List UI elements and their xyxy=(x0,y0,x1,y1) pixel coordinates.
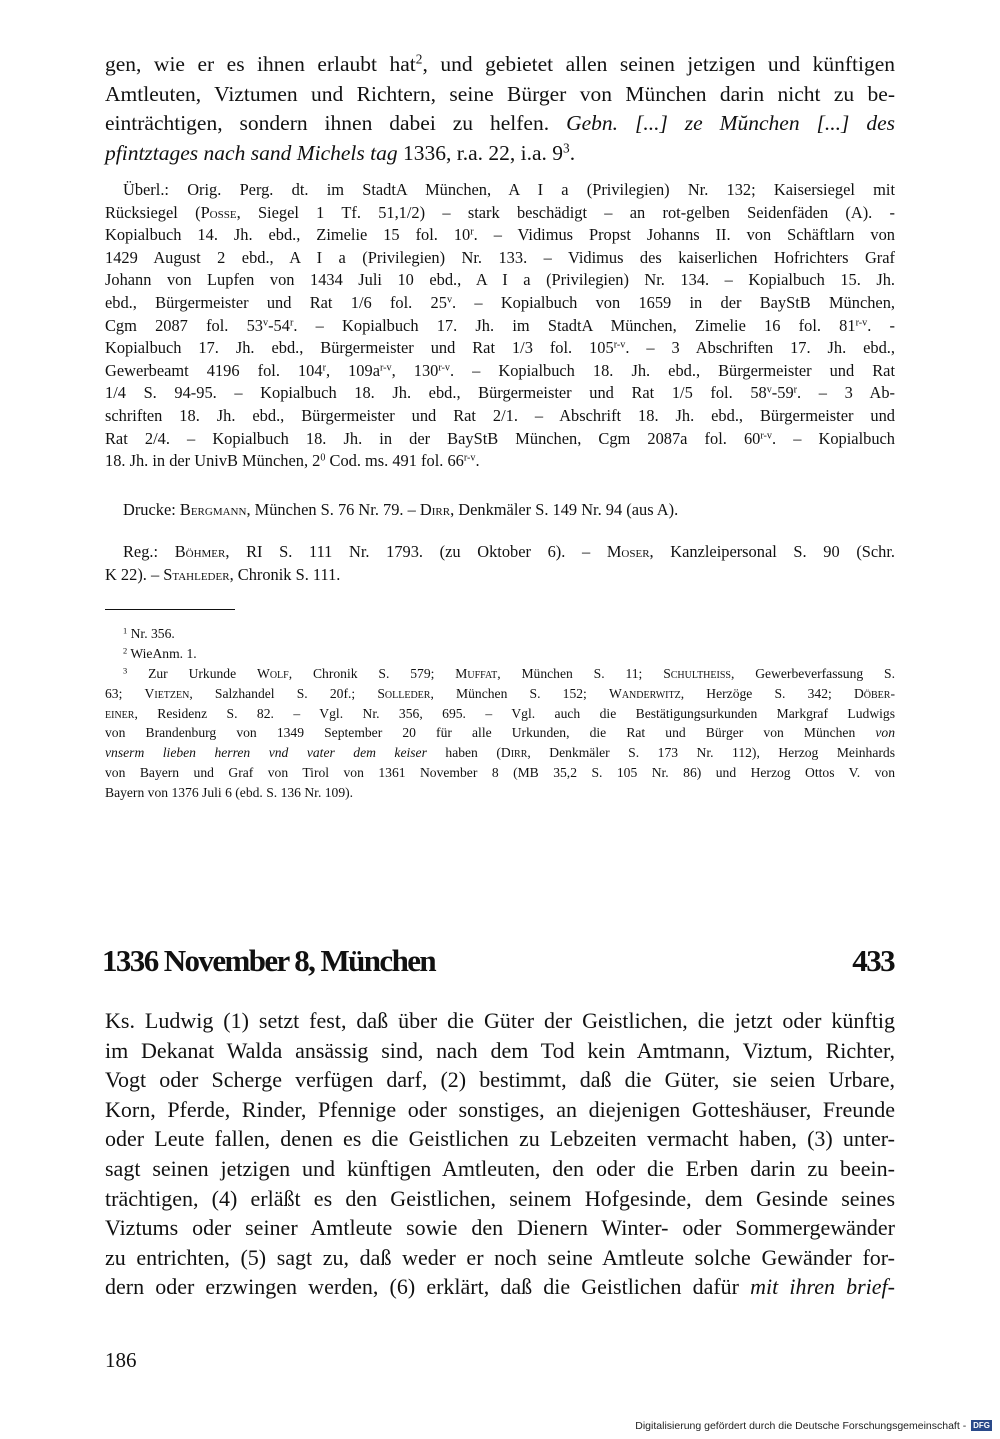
text-line: Überl.: Orig. Perg. dt. im StadtA München, A I a (Privilegien) Nr. 132; Kaisersiegel mit xyxy=(123,180,895,199)
text-line: Reg.: Böhmer, RI S. 111 Nr. 1793. (zu Oktober 6). – Moser, Kanzleipersonal S. 90 (Schr. xyxy=(123,542,896,561)
footnote-1: $^1$ Nr. 356. xyxy=(123,625,175,641)
text-line: von Bayern und Graf von Tirol von 1361 November 8 (MB 35,2 S. 105 Nr. 86) und Herzog Ottos V. von xyxy=(105,765,895,781)
footnote-divider xyxy=(105,609,235,610)
text-line: Drucke: Bergmann, München S. 76 Nr. 79. – Dirr, Denkmäler S. 149 Nr. 94 (aus A). xyxy=(123,500,679,519)
footnotes xyxy=(105,624,895,803)
text-line: Ks. Ludwig (1) setzt fest, daß über die Güter der Geistlichen, die jetzt oder künftig xyxy=(105,1008,895,1033)
text-line: Cgm 2087 fol. 53$^v$-54$^r$. – Kopialbuch 17. Jh. im StadtA München, Zimelie 16 fol. 81$^{r-v}$. - xyxy=(105,315,895,335)
funding-footer xyxy=(635,1420,992,1432)
regesten-section xyxy=(105,541,895,586)
text-line: sagt seinen jetzigen und künftigen Amtleuten, den oder die Erben darin zu beein- xyxy=(105,1155,895,1181)
page-number: 186 xyxy=(105,1348,137,1372)
text-line: im Dekanat Walda ansässig sind, nach dem Tod kein Amtmann, Viztum, Richter, xyxy=(105,1037,895,1063)
text-line: schriften 18. Jh. ebd., Bürgermeister und Rat 2/1. – Abschrift 18. Jh. ebd., Bürgermeister und xyxy=(105,405,895,425)
text-line: K 22). – Stahleder, Chronik S. 111. xyxy=(105,564,341,584)
text-line: Kopialbuch 17. Jh. ebd., Bürgermeister und Rat 1/3 fol. 105$^{r-v}$. – 3 Abschriften 17. Jh. ebd., xyxy=(105,338,895,358)
text-line: einer, Residenz S. 82. – Vgl. Nr. 356, 695. – Vgl. auch die Bestätigungsurkunden Markgraf Ludwigs xyxy=(105,705,895,721)
text-line: einträchtigen, sondern ihnen dabei zu helfen. Gebn. [...] ze Mŭnchen [...] des xyxy=(105,111,896,136)
text-line: trächtigen, (4) erläßt es den Geistlichen, seinem Hofgesinde, dem Gesinde seines xyxy=(105,1185,895,1211)
footnote-2: $^2$ WieAnm. 1. xyxy=(123,645,197,661)
text-line: gen, wie er es ihnen erlaubt hat$^2$, und gebietet allen seinen jetzigen und künftigen xyxy=(105,51,895,76)
text-line: pfintztages nach sand Michels tag 1336, r.a. 22, i.a. $9^3$. xyxy=(105,140,576,165)
document-heading xyxy=(102,943,894,987)
text-line: Kopialbuch 14. Jh. ebd., Zimelie 15 fol. 10$^r$. – Vidimus Propst Johanns II. von Schäftlarn von xyxy=(105,225,896,245)
footnote-ref[interactable]: 3 xyxy=(563,140,570,156)
text-line: 1/4 S. 94-95. – Kopialbuch 18. Jh. ebd., Bürgermeister und Rat 1/5 fol. 58$^v$-59$^r$. – 3 Ab- xyxy=(105,383,895,403)
footnote-3: $^3$ Zur Urkunde Wolf, Chronik S. 579; Muffat, München S. 11; Schultheiss, Gewerbeverfassung S. xyxy=(123,665,895,681)
regest-paragraph xyxy=(105,1006,895,1302)
dfg-logo-icon: DFG xyxy=(973,1421,990,1430)
text-line: Gewerbeamt 4196 fol. 104$^r$, $109a^{r-v}$, 130$^{r-v}$. – Kopialbuch 18. Jh. ebd., Bürgermeister und Rat xyxy=(105,360,896,380)
document-number: 433 xyxy=(852,943,894,978)
text-line: Johann von Lupfen von 1434 Juli 10 ebd., A I a (Privilegien) Nr. 134. – Kopialbuch 15. Jh. xyxy=(105,270,895,290)
text-line: oder Leute fallen, denen es die Geistlichen zu Lebzeiten vermacht haben, (3) unter- xyxy=(105,1126,895,1152)
text-line: Korn, Pferde, Rinder, Pfennige oder sonstiges, an diejenigen Gotteshäuser, Freunde xyxy=(105,1096,895,1122)
text-line: Rücksiegel (Posse, Siegel 1 Tf. 51,1/2) – stark beschädigt – an rot-gelben Seidenfäden (A). - xyxy=(105,202,895,222)
text-line: Viztums oder seiner Amtleute sowie den Dienern Winter- oder Sommergewänder xyxy=(105,1215,895,1241)
text-line: 63; Vietzen, Salzhandel S. 20f.; Solleder, München S. 152; Wanderwitz, Herzöge S. 342; Döber- xyxy=(105,685,895,701)
text-line: Amtleuten, Viztumen und Richtern, seine Bürger von München darin nicht zu be- xyxy=(105,81,895,106)
text-line: zu entrichten, (5) sagt zu, daß weder er noch seine Amtleute solche Gewänder for- xyxy=(105,1244,895,1270)
footnote-ref[interactable]: 2 xyxy=(415,51,423,67)
text-line: 18. Jh. in der UnivB München, $2^0$ Cod. ms. 491 fol. 66$^{r-v}$. xyxy=(105,451,480,471)
text-line: ebd., Bürgermeister und Rat 1/6 fol. 25$^v$. – Kopialbuch von 1659 in der BayStB München, xyxy=(105,292,895,312)
ueberlieferung-section xyxy=(105,179,895,473)
funding-text: Digitalisierung gefördert durch die Deutsche Forschungsgemeinschaft - xyxy=(635,1420,967,1432)
document-date-place: 1336 November 8, München xyxy=(102,943,436,978)
text-line: 1429 August 2 ebd., A I a (Privilegien) Nr. 133. – Vidimus des kaiserlichen Hofrichters Graf xyxy=(105,247,895,267)
text-line: Rat 2/4. – Kopialbuch 18. Jh. in der BayStB München, Cgm 2087a fol. 60$^{r-v}$. – Kopialbuch xyxy=(105,428,895,448)
drucke-section xyxy=(105,499,895,522)
text-line: Bayern von 1376 Juli 6 (ebd. S. 136 Nr. 109). xyxy=(105,785,354,801)
text-line: Vogt oder Scherge verfügen darf, (2) bestimmt, daß die Güter, sie seien Urbare, xyxy=(105,1067,895,1093)
continuation-paragraph xyxy=(105,50,895,168)
text-line: vnserm lieben herren vnd vater dem keiser haben (Dirr, Denkmäler S. 173 Nr. 112), Herzog Meinhards xyxy=(105,745,895,761)
text-line: von Brandenburg von 1349 September 20 für alle Urkunden, die Rat und Bürger von München von xyxy=(105,725,895,741)
text-line: dern oder erzwingen werden, (6) erklärt, daß die Geistlichen dafür mit ihren brief- xyxy=(105,1274,895,1300)
